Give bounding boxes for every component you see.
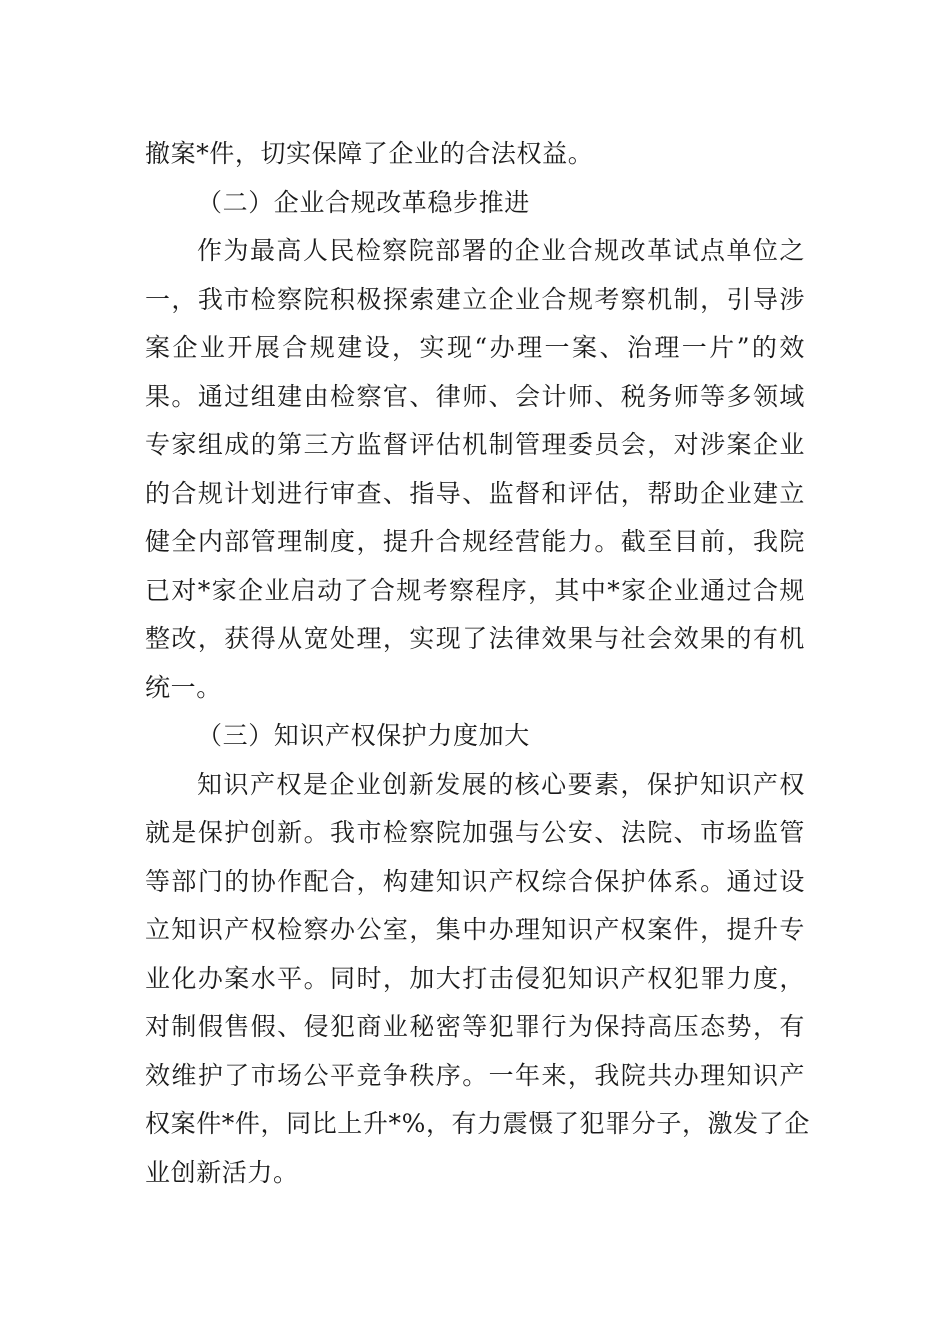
text-line: 效维护了市场公平竞争秩序。一年来，我院共办理知识产 [145,1060,805,1090]
text-line: （三）知识产权保护力度加大 [197,721,530,750]
text-line: 业化办案水平。同时，加大打击侵犯知识产权犯罪力度， [145,963,805,993]
text-line: 权案件*件，同比上升*%，有力震慑了犯罪分子，激发了企 [145,1109,810,1138]
text-line: 撤案*件，切实保障了企业的合法权益。 [145,139,594,168]
document-body [145,130,810,1197]
text-line: 的合规计划进行审查、指导、监督和评估，帮助企业建立 [145,478,805,508]
text-line: （二）企业合规改革稳步推进 [197,187,530,217]
text-line: 健全内部管理制度，提升合规经营能力。截至目前，我院 [145,527,805,556]
text-line: 等部门的协作配合，构建知识产权综合保护体系。通过设 [145,866,805,896]
text-line: 一，我市检察院积极探索建立企业合规考察机制，引导涉 [145,284,805,314]
text-line: 对制假售假、侵犯商业秘密等犯罪行为保持高压态势，有 [145,1012,805,1041]
text-line: 立知识产权检察办公室，集中办理知识产权案件，提升专 [145,915,805,944]
text-line: 案企业开展合规建设，实现“办理一案、治理一片”的效 [145,333,805,362]
text-line: 知识产权是企业创新发展的核心要素，保护知识产权 [197,769,805,799]
text-line: 已对*家企业启动了合规考察程序，其中*家企业通过合规 [145,575,805,605]
text-line: 专家组成的第三方监督评估机制管理委员会，对涉案企业 [145,430,805,459]
text-line: 整改，获得从宽处理，实现了法律效果与社会效果的有机 [145,624,805,653]
text-line: 业创新活力。 [145,1157,299,1187]
text-line: 果。通过组建由检察官、律师、会计师、税务师等多领域 [145,381,805,411]
text-line: 就是保护创新。我市检察院加强与公安、法院、市场监管 [145,818,805,847]
text-line: 统一。 [145,672,222,702]
text-line: 作为最高人民检察院部署的企业合规改革试点单位之 [197,236,805,265]
